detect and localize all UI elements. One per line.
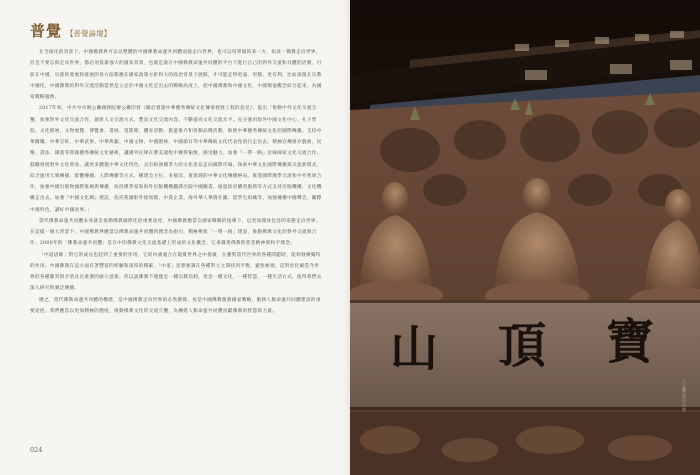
paragraph: 總之，當代佛教命運共同體的構建，是中國佛教走向世界的必然選擇，也是中國佛教服務國家戰略、服務人類命運共同體建設的重要途徑。我們應當以更加積極的態度，推動佛教文化的交流互鑒，為構建人類命運共同體貢獻佛教的智慧與力量。: [30, 297, 321, 314]
journal-logo: 普覺: [30, 22, 63, 40]
photo-page: [350, 0, 700, 475]
page-number: 024: [30, 446, 43, 454]
plaque-char: 頂: [498, 318, 547, 374]
plaque-char: 寶: [606, 314, 655, 370]
section-label: 【普覺論壇】: [66, 29, 112, 38]
article-body: [30, 47, 324, 439]
photo-caption: 大足寶頂山石刻: [682, 379, 686, 412]
paragraph: 在全球化的背景下，中國佛教界可以以整體的中國佛教命運共同體面貌走向世界，也可以用單個的某一方，如某一佛教走向世界，但是不要忘和走向世界，都必須依靠強大的國家背景，也就是說在中國佛教命運共同體的平台下進行自己的對外交流和具體的活動。目前在中國，宗派的發展和發展的各方面都應在國家政策方針和大的政治背景下展開，才可能走得更遠、更穩、更有利。比如說現在宗教中國化，中國佛教的對外交流活動當然是立足於中國文化走出去的戰略高度上，把中國佛教和中國文化、中國價值觀念結合起來，為國家戰略服務。: [30, 50, 322, 100]
paragraph: 2017年初，中共中央辦公廳國務院辦公廳印發《關於實施中華優秀傳統文化傳承發展工程的意見》，提出「推動中外文化交流互鑒，加強對外文化交流合作，創新人文交流方式，豐富文化交流內容，不斷提高文化交流水平。充分運用海外中國文化中心、孔子學院、文化節展、文物展覽、博覽會、書展、電影節、體育活動、旅遊推介和各類品牌活動，助推中華優秀傳統文化的國際傳播。支持中華醫藥、中華烹飪、中華武術、中華典籍、中國文物、中國園林、中國節日等中華傳統文化代表性項目走出去。積極宣傳推介戲曲、民樂、書法、國畫等我國優秀傳統文化藝術，讓國外民眾在審美過程中獲得愉悅、感受魅力。加強『一帶一路』沿線國家文化交流合作。鼓勵發展對外文化貿易，讓更多體現中華文化特色、具有較強競爭力的文化產品走向國際市場。探索中華文化國際傳播與交流新模式，綜合運用大眾傳播、群體傳播、人際傳播等方式，構建全方位、多層次、寬領域的中華文化傳播格局。推進國際漢學交流和中外智庫合作，加強中國出版物國際推廣與傳播，扶持漢學家和海外出版機構翻譯出版中國圖書，通過政府購買服務等方式支持出版機構、文化機構走出去。加強『中國文化網』建設，依托我國駐外使領館、中資企業、海外華人華僑社團、留學生組織等，加強傳播中國聲音、闡釋中國特色，講好中國故事。」: [30, 106, 322, 213]
gutter-shadow: [343, 0, 350, 475]
buddha-carving-photo: [350, 0, 700, 475]
paragraph: 當代佛教命運共同體本身就是推動佛教國際化的重要途徑，中國佛教應當在國家戰略的指導下，以更加開放包容的姿態走向世界。在這樣一個大背景下，中國佛教界應當以佛教命運共同體的理念為指引，積極參與「一帶一路」建設，推動佛教文化的對外交流與合作。2000年的「佛教命運共同體」是在中印佛教文化交流基礎上形成的文化概念，它承載著佛教的慈悲精神與和平理念。: [30, 218, 321, 247]
page-header: [30, 20, 111, 41]
plaque-char: 山: [390, 321, 439, 377]
paragraph: 「中道思維」對它的成長也起到了重要的作用，它的內涵適合在現實世界之中推廣，在應對當代世界的各種問題時，能夠發揮獨特的作用。中國佛教在這方面有著豐富的經驗和深厚的積累，「中道」思想強調在各種對立之間找到平衡，避免極端，這對於化解當今世界的各種衝突與矛盾具有重要的啟示意義。所以說佛教不僅僅是一種宗教信仰，更是一種文化，一種智慧，一種生活方式，值得我們去深入研究和廣泛傳播。: [30, 252, 322, 292]
